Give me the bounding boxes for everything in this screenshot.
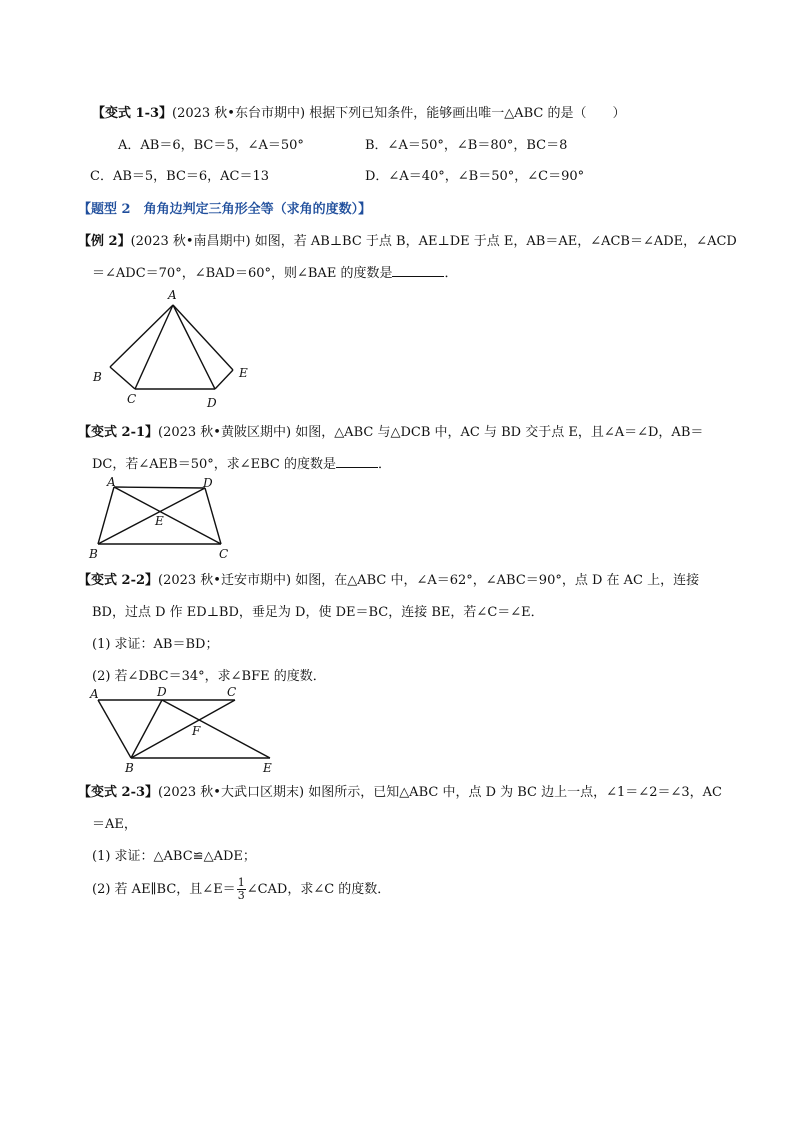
q23-line1 [78,781,722,800]
answer-blank [392,276,444,277]
q21-line1 [78,421,703,440]
q23-sub2-text: (2) 若 AE∥BC，且∠E＝ [92,882,236,897]
fraction-one-third [237,877,246,902]
label-e: E [263,761,272,775]
label-b: B [93,370,102,384]
label-b: B [125,761,134,775]
q23-sub1: (1) 求证：△ABC≌△ADE； [92,849,256,864]
segment-bc [110,367,135,389]
q13-option-a: A．AB＝6，BC＝5，∠A＝50° [118,138,304,153]
label-c: C [127,392,137,406]
q23-tag: 【变式 2-3】 [78,785,159,800]
ex2-line2 [92,262,457,281]
q22-line2: BD，过点 D 作 ED⊥BD，垂足为 D，使 DE＝BC，连接 BE，若∠C＝∠E． [92,605,544,620]
q13-stem [92,102,625,121]
q23-source: (2023 秋•大武口区期末) [158,785,305,800]
segment-ac [114,487,221,544]
segment-de [162,700,270,758]
q13-option-d: D．∠A＝40°，∠B＝50°，∠C＝90° [365,169,585,184]
q22-sub2: (2) 若∠DBC＝34°，求∠BFE 的度数． [92,669,326,684]
ex2-source: (2023 秋•南昌期中) [130,234,251,249]
label-d: D [207,396,217,410]
label-f: F [192,724,201,738]
ex2-text2: ＝∠ADC＝70°，∠BAD＝60°，则∠BAE 的度数是 [92,266,393,281]
segment-ad [114,487,205,488]
q21-tag: 【变式 2-1】 [78,425,159,440]
segment-ab [98,700,131,758]
q21-figure [85,472,245,564]
q13-tag: 【变式 1-3】 [92,106,173,121]
q23-text1: 如图所示，已知△ABC 中，点 D 为 BC 边上一点，∠1＝∠2＝∠3，AC [308,785,722,800]
q21-line2 [92,453,391,472]
segment-ab [110,305,173,367]
label-a: A [90,687,99,701]
ex2-figure [85,285,260,415]
fraction-numerator: 1 [237,876,245,889]
segment-ac [135,305,173,389]
q21-text2-end: ． [378,457,392,472]
label-c: C [227,685,237,699]
q22-sub1: (1) 求证：AB＝BD； [92,637,219,652]
topic2-heading: 【题型 2 角角边判定三角形全等（求角的度数）】 [78,202,372,217]
label-b: B [89,547,98,561]
q22-source: (2023 秋•迁安市期中) [158,573,292,588]
segment-ab [98,487,114,544]
label-c: C [219,547,229,561]
q13-source: (2023 秋•东台市期中) [172,106,306,121]
label-a: A [107,475,116,489]
segment-bd [98,488,205,544]
q13-option-c: C．AB＝5，BC＝6，AC＝13 [90,169,270,184]
fraction-denominator: 3 [237,889,245,902]
q22-figure [85,683,285,778]
q13-text: 根据下列已知条件，能够画出唯一△ABC 的是（ ） [309,106,626,121]
segment-ad [173,305,215,389]
ex2-text1: 如图，若 AB⊥BC 于点 B，AE⊥DE 于点 E，AB＝AE，∠ACB＝∠ADE，∠ACD [254,234,737,249]
q21-text1: 如图，△ABC 与△DCB 中，AC 与 BD 交于点 E，且∠A＝∠D，AB＝ [295,425,704,440]
segment-dc [205,488,221,544]
q22-tag: 【变式 2-2】 [78,573,159,588]
label-d: D [203,476,213,490]
q22-line1 [78,569,699,588]
ex2-line1 [78,230,737,249]
q22-text1: 如图，在△ABC 中，∠A＝62°，∠ABC＝90°，点 D 在 AC 上，连接 [295,573,700,588]
q23-sub2 [92,877,390,902]
label-d: D [157,685,167,699]
q23-line2: ＝AE， [92,817,137,832]
label-e: E [239,366,248,380]
answer-blank [336,467,378,468]
label-e: E [155,514,164,528]
segment-ae [173,305,233,370]
q13-option-b: B．∠A＝50°，∠B＝80°，BC＝8 [365,138,568,153]
ex2-tag: 【例 2】 [78,234,131,249]
label-a: A [168,288,177,302]
ex2-text2-end: ． [444,266,458,281]
q21-text2: DC，若∠AEB＝50°，求∠EBC 的度数是 [92,457,336,472]
q23-sub2-text-end: ∠CAD，求∠C 的度数． [246,882,391,897]
q21-source: (2023 秋•黄陂区期中) [158,425,292,440]
segment-de [215,370,233,389]
